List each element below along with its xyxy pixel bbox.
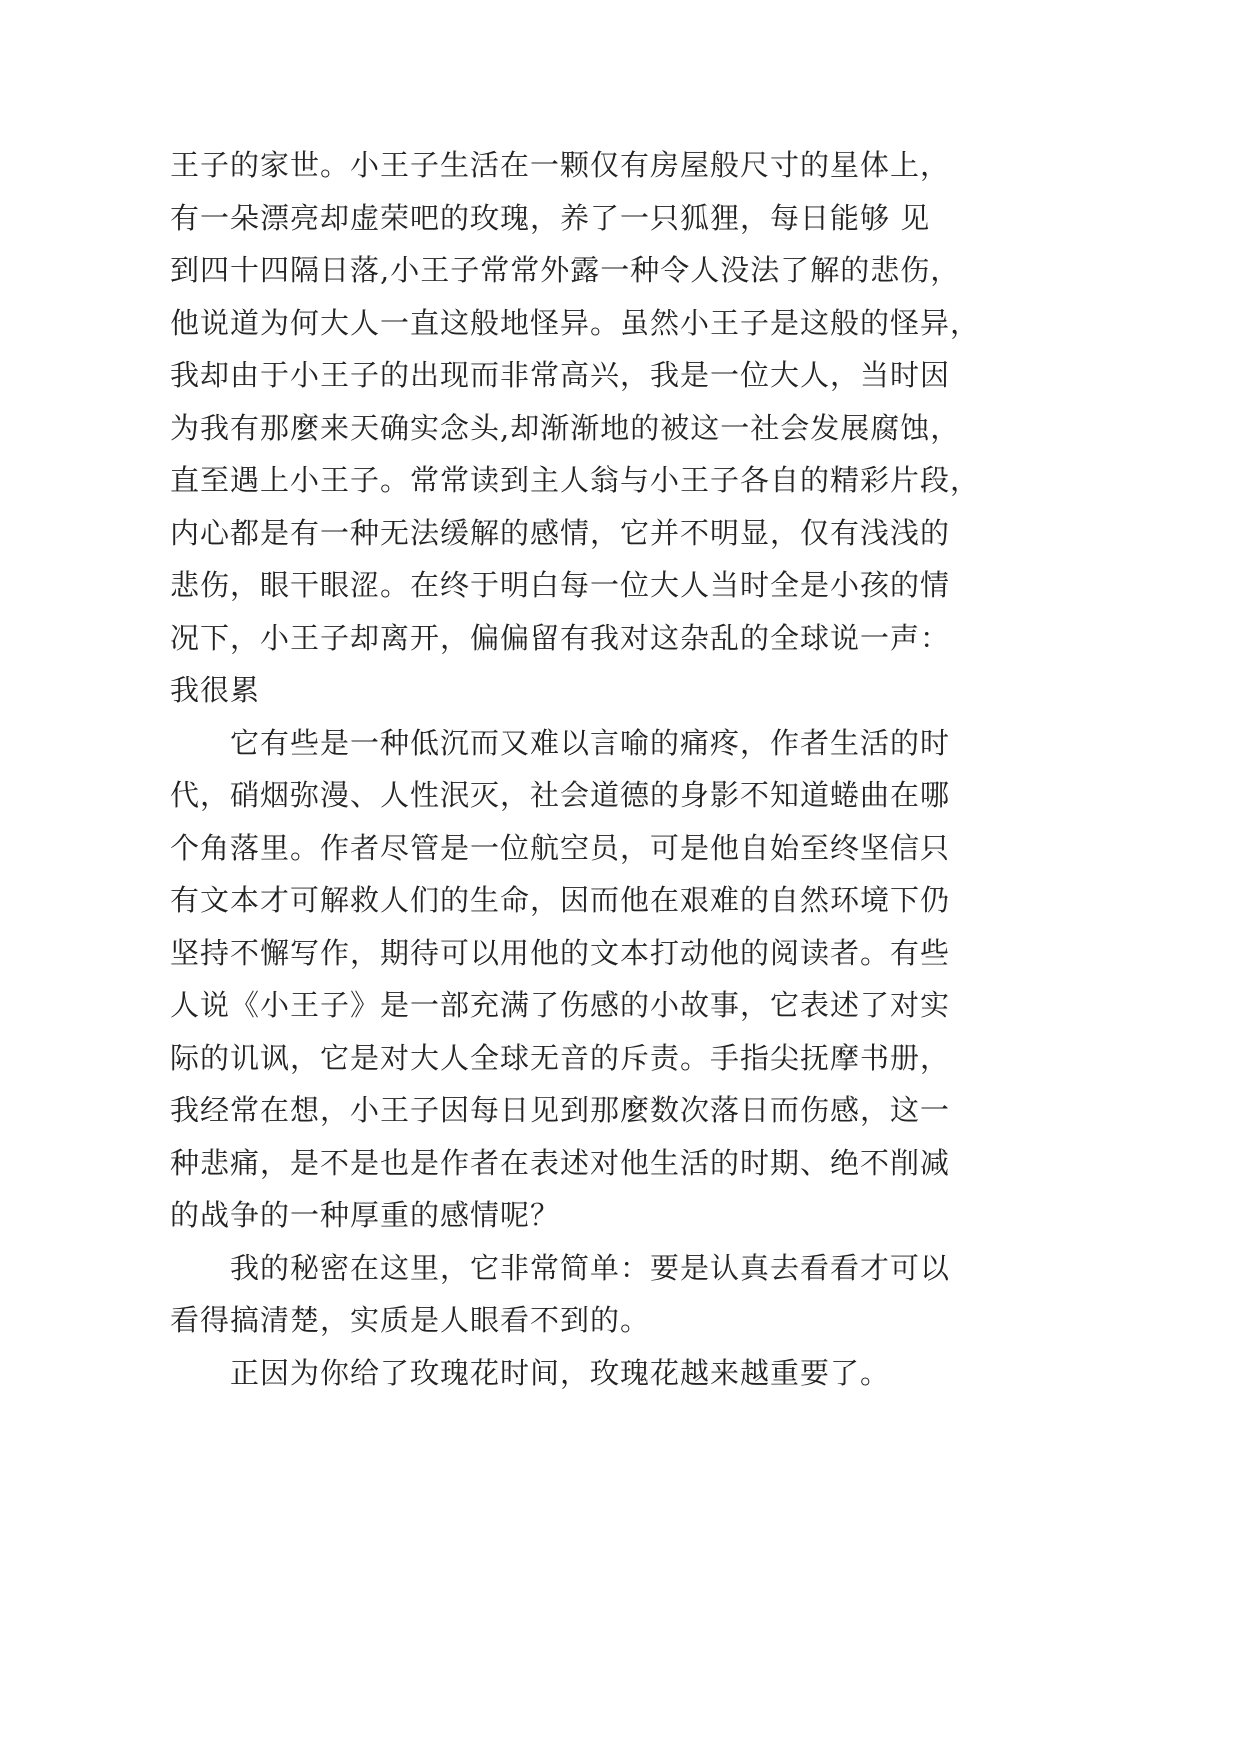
text-line: 个角落里。作者尽管是一位航空员，可是他自始至终坚信只 [170, 830, 951, 865]
text-line: 代，硝烟弥漫、人性泯灭，社会道德的身影不知道蜷曲在哪 [170, 778, 951, 812]
text-line: 为我有那麼来天确实念头,却渐渐地的被这一社会发展腐蚀， [170, 410, 961, 445]
text-line: 种悲痛，是不是也是作者在表述对他生活的时期、绝不削减 [170, 1145, 951, 1180]
text-line: 内心都是有一种无法缓解的感情，它并不明显，仅有浅浅的 [170, 515, 951, 550]
text-line: 有一朵漂亮却虚荣吧的玫瑰，养了一只狐狸，每日能够 见 [170, 200, 931, 235]
text-line: 的战争的一种厚重的感情呢？ [170, 1198, 561, 1232]
text-line: 正因为你给了玫瑰花时间，玫瑰花越来越重要了。 [230, 1355, 891, 1390]
text-line: 人说《小王子》是一部充满了伤感的小故事，它表述了对实 [170, 988, 951, 1022]
text-line: 有文本才可解救人们的生命，因而他在艰难的自然环境下仍 [170, 883, 951, 917]
paragraph [170, 1242, 1000, 1347]
text-line: 坚持不懈写作，期待可以用他的文本打动他的阅读者。有些 [170, 935, 951, 970]
paragraph [170, 139, 1000, 717]
text-line: 我的秘密在这里，它非常简单：要是认真去看看才可以 [230, 1250, 951, 1285]
text-line: 悲伤，眼干眼涩。在终于明白每一位大人当时全是小孩的情 [170, 568, 951, 602]
text-line: 我经常在想，小王子因每日见到那麼数次落日而伤感，这一 [170, 1093, 951, 1127]
text-line: 到四十四隔日落,小王子常常外露一种令人没法了解的悲伤， [170, 253, 961, 287]
text-line: 我很累 [170, 673, 261, 707]
text-line: 看得搞清楚，实质是人眼看不到的。 [170, 1303, 651, 1337]
text-line: 况下，小王子却离开，偏偏留有我对这杂乱的全球说一声： [170, 620, 951, 655]
text-line: 它有些是一种低沉而又难以言喻的痛疼，作者生活的时 [230, 725, 951, 760]
text-line: 际的讥讽，它是对大人全球无音的斥责。手指尖抚摩书册， [170, 1040, 951, 1075]
paragraph [170, 1347, 1000, 1400]
paragraph [170, 717, 1000, 1242]
text-line: 我却由于小王子的出现而非常高兴，我是一位大人，当时因 [170, 358, 951, 392]
text-line: 直至遇上小王子。常常读到主人翁与小王子各自的精彩片段， [170, 463, 981, 497]
text-line: 王子的家世。小王子生活在一颗仅有房屋般尺寸的星体上， [170, 148, 951, 182]
text-line: 他说道为何大人一直这般地怪异。虽然小王子是这般的怪异， [170, 305, 981, 340]
document-page [170, 139, 1000, 1399]
